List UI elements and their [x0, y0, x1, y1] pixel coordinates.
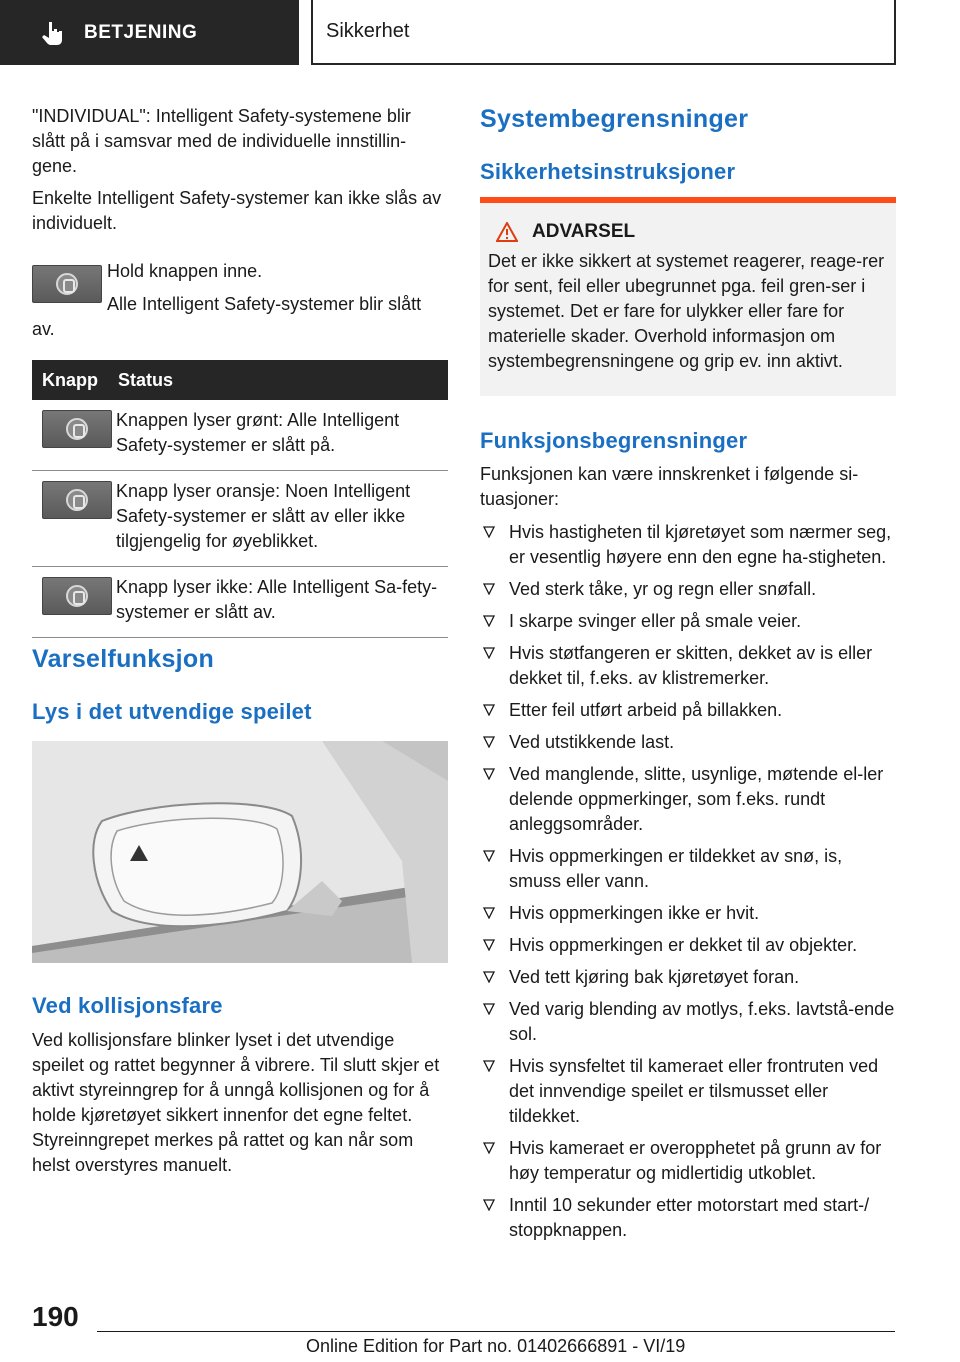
- bullet-triangle-icon: [483, 615, 495, 627]
- mirror-light-heading: Lys i det utvendige speilet: [32, 699, 312, 724]
- button-green-icon: [42, 410, 112, 448]
- list-item: Hvis oppmerkingen er tildekket av snø, is, smuss eller vann.: [480, 844, 896, 894]
- list-item: Hvis kameraet er overopphetet på grunn av for høy temperatur og midlertidig utkoblet.: [480, 1136, 896, 1186]
- col-header-button: Knapp: [32, 360, 116, 400]
- list-item: Ved sterk tåke, yr og regn eller snøfall.: [480, 577, 896, 602]
- warning-triangle-icon: [496, 222, 518, 242]
- list-item: Ved varig blending av motlys, f.eks. lavtstå-ende sol.: [480, 997, 896, 1047]
- status-cell: Knapp lyser oransje: Noen Intelligent Safety-systemer er slått av eller ikke tilgjengelig for øyeblikket.: [116, 471, 448, 567]
- table-row: [32, 471, 448, 567]
- intro-note: Enkelte Intelligent Safety-systemer kan ikke slås av individuelt.: [32, 188, 442, 233]
- intro-paragraph: "INDIVIDUAL": Intelligent Safety-systemene blir slått på i samsvar med de individuelle innstillin-gene.: [32, 106, 411, 176]
- table-row: [32, 567, 448, 638]
- pointing-hand-icon: [40, 20, 66, 46]
- function-limits-intro: Funksjonen kan være innskrenket i følgende si-tuasjoner:: [480, 464, 859, 509]
- list-item: Ved utstikkende last.: [480, 730, 896, 755]
- footer-divider: [97, 1331, 895, 1332]
- bullet-triangle-icon: [483, 1199, 495, 1211]
- bullet-triangle-icon: [483, 1003, 495, 1015]
- limitations-list: [480, 520, 896, 1250]
- bullet-triangle-icon: [483, 704, 495, 716]
- list-item: I skarpe svinger eller på smale veier.: [480, 609, 896, 634]
- bullet-triangle-icon: [483, 526, 495, 538]
- bullet-triangle-icon: [483, 647, 495, 659]
- warning-function-heading: Varselfunksjon: [32, 645, 215, 673]
- safety-instructions-heading: Sikkerhetsinstruksjoner: [480, 159, 736, 184]
- chapter-title: Sikkerhet: [311, 0, 896, 65]
- bullet-triangle-icon: [483, 1060, 495, 1072]
- table-row: [32, 400, 448, 471]
- list-item: Hvis oppmerkingen ikke er hvit.: [480, 901, 896, 926]
- section-label: BETJENING: [84, 21, 198, 43]
- warning-box: [480, 197, 896, 396]
- section-tab: [0, 0, 299, 65]
- collision-text: Ved kollisjonsfare blinker lyset i det utvendige speilet og rattet begynner å vibrere. Til slutt skjer et aktivt styreinngrep for å unngå kollisjonen og for å holde kjøretøyet sikkert innenfor det egne feltet. Styreinngrepet merkes på rattet og kan når som helst overstyres manuelt.: [32, 1030, 440, 1175]
- bullet-triangle-icon: [483, 583, 495, 595]
- hold-instruction: Hold knappen inne.: [107, 261, 263, 281]
- bullet-triangle-icon: [483, 939, 495, 951]
- list-item: Hvis synsfeltet til kameraet eller frontruten ved det innvendige speilet er tilsmusset eller tildekket.: [480, 1054, 896, 1129]
- bullet-triangle-icon: [483, 971, 495, 983]
- list-item: Etter feil utført arbeid på billakken.: [480, 698, 896, 723]
- warning-text: Det er ikke sikkert at systemet reagerer, reage-rer for sent, feil eller ubegrunnet pga. feil gren-ser i systemet. Det er fare for ulykker eller fare for materielle skader. Overhold informasjon om systembegrensningene og grip ev. inn aktivt.: [488, 251, 885, 371]
- bullet-triangle-icon: [483, 850, 495, 862]
- edition-label: Online Edition for Part no. 01402666891 - VI/19: [306, 1336, 686, 1356]
- function-limits-heading: Funksjonsbegrensninger: [480, 428, 748, 453]
- bullet-triangle-icon: [483, 907, 495, 919]
- bullet-triangle-icon: [483, 736, 495, 748]
- button-off-icon: [42, 577, 112, 615]
- warning-title: ADVARSEL: [532, 221, 636, 242]
- button-orange-icon: [42, 481, 112, 519]
- bullet-triangle-icon: [483, 1142, 495, 1154]
- status-cell: Knappen lyser grønt: Alle Intelligent Safety-systemer er slått på.: [116, 400, 448, 471]
- col-header-status: Status: [116, 360, 448, 400]
- side-mirror-image: [32, 741, 448, 963]
- collision-heading: Ved kollisjonsfare: [32, 993, 223, 1018]
- list-item: Hvis støtfangeren er skitten, dekket av is eller dekket til, f.eks. av klistremerker.: [480, 641, 896, 691]
- mirror-illustration: [32, 741, 448, 963]
- status-cell: Knapp lyser ikke: Alle Intelligent Sa-fety-systemer er slått av.: [116, 567, 448, 638]
- system-limits-heading: Systembegrensninger: [480, 105, 749, 133]
- list-item: Hvis oppmerkingen er dekket til av objekter.: [480, 933, 896, 958]
- list-item: Ved manglende, slitte, usynlige, møtende el-ler delende oppmerkinger, som f.eks. rundt anleggsområder.: [480, 762, 896, 837]
- page-number: 190: [32, 1301, 79, 1332]
- bullet-triangle-icon: [483, 768, 495, 780]
- list-item: Inntil 10 sekunder etter motorstart med start-/ stoppknappen.: [480, 1193, 896, 1243]
- list-item: Hvis hastigheten til kjøretøyet som nærmer seg, er vesentlig høyere enn den egne ha-stigheten.: [480, 520, 896, 570]
- list-item: Ved tett kjøring bak kjøretøyet foran.: [480, 965, 896, 990]
- status-table: [32, 360, 448, 638]
- hold-result: Alle Intelligent Safety-systemer blir slått av.: [32, 294, 422, 339]
